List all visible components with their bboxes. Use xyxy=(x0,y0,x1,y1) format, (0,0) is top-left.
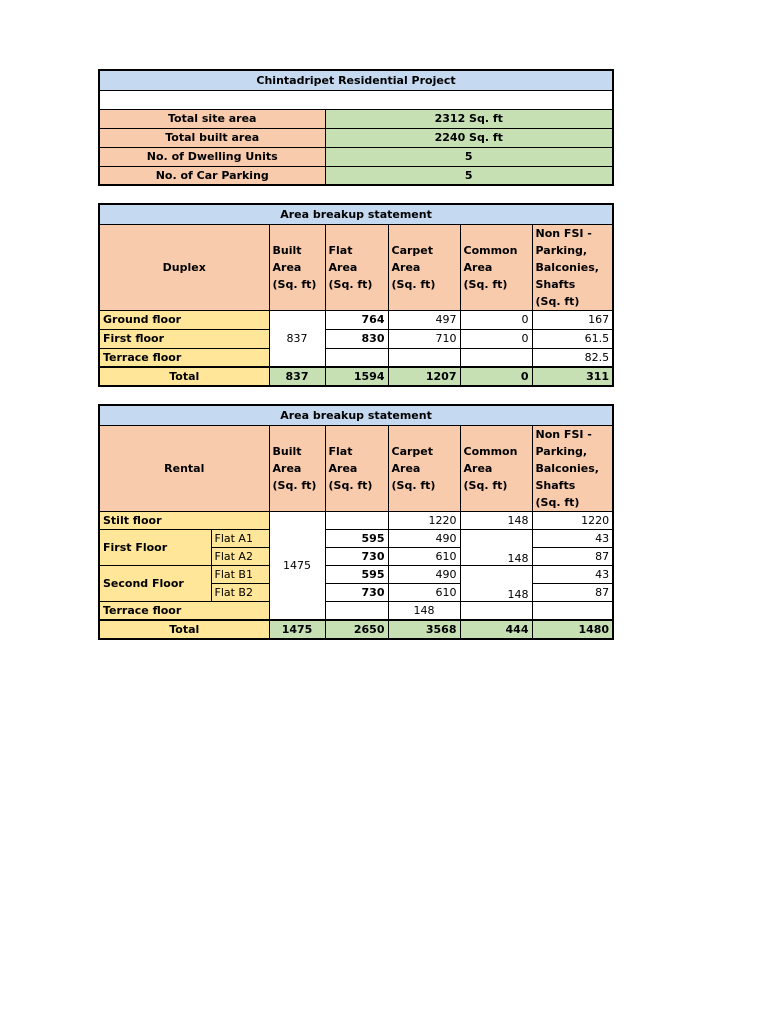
non-fsi-cell: 1220 xyxy=(532,511,613,529)
flat-area-cell: 595 xyxy=(325,529,388,547)
floor-label: Second Floor xyxy=(99,565,211,601)
built-area-merged: 837 xyxy=(269,310,325,367)
non-fsi-cell: 82.5 xyxy=(532,348,613,367)
summary-row xyxy=(99,128,613,147)
floor-label: Terrace floor xyxy=(99,348,269,367)
summary-value: 2312 Sq. ft xyxy=(325,109,613,128)
summary-value: 5 xyxy=(325,147,613,166)
header-built-area: Built Area (Sq. ft) xyxy=(269,224,325,310)
carpet-area-cell: 490 xyxy=(388,565,460,583)
summary-row xyxy=(99,109,613,128)
total-row xyxy=(99,367,613,386)
table-row xyxy=(99,310,613,329)
rental-category: Rental xyxy=(99,425,269,511)
table-row xyxy=(99,529,613,547)
project-title: Chintadripet Residential Project xyxy=(99,70,613,90)
table-row xyxy=(99,329,613,348)
non-fsi-cell: 167 xyxy=(532,310,613,329)
flat-name: Flat B1 xyxy=(211,565,269,583)
common-area-cell xyxy=(460,601,532,620)
summary-label: No. of Car Parking xyxy=(99,166,325,185)
total-row xyxy=(99,620,613,639)
duplex-category: Duplex xyxy=(99,224,269,310)
total-carpet: 1207 xyxy=(388,367,460,386)
header-flat-area: Flat Area (Sq. ft) xyxy=(325,224,388,310)
floor-label: Terrace floor xyxy=(99,601,269,620)
floor-label: First floor xyxy=(99,329,269,348)
carpet-area-cell: 148 xyxy=(388,601,460,620)
summary-value: 5 xyxy=(325,166,613,185)
summary-label: No. of Dwelling Units xyxy=(99,147,325,166)
table-row xyxy=(99,348,613,367)
header-non-fsi: Non FSI - Parking, Balconies, Shafts (Sq. ft) xyxy=(532,425,613,511)
common-area-cell: 148 xyxy=(460,565,532,601)
header-built-area: Built Area (Sq. ft) xyxy=(269,425,325,511)
non-fsi-cell: 87 xyxy=(532,583,613,601)
duplex-breakup-table xyxy=(98,203,614,387)
floor-label: Ground floor xyxy=(99,310,269,329)
flat-area-cell: 595 xyxy=(325,565,388,583)
carpet-area-cell: 1220 xyxy=(388,511,460,529)
carpet-area-cell: 490 xyxy=(388,529,460,547)
common-area-cell: 0 xyxy=(460,329,532,348)
header-flat-area: Flat Area (Sq. ft) xyxy=(325,425,388,511)
table-row xyxy=(99,511,613,529)
summary-row xyxy=(99,166,613,185)
common-area-cell: 0 xyxy=(460,310,532,329)
floor-label: First Floor xyxy=(99,529,211,565)
header-non-fsi: Non FSI - Parking, Balconies, Shafts (Sq. ft) xyxy=(532,224,613,310)
carpet-area-cell: 610 xyxy=(388,547,460,565)
flat-name: Flat B2 xyxy=(211,583,269,601)
blank-row xyxy=(99,90,613,109)
total-common: 0 xyxy=(460,367,532,386)
summary-label: Total built area xyxy=(99,128,325,147)
carpet-area-cell: 497 xyxy=(388,310,460,329)
total-flat: 2650 xyxy=(325,620,388,639)
total-built: 1475 xyxy=(269,620,325,639)
total-carpet: 3568 xyxy=(388,620,460,639)
flat-name: Flat A2 xyxy=(211,547,269,565)
non-fsi-cell: 87 xyxy=(532,547,613,565)
header-common-area: Common Area (Sq. ft) xyxy=(460,224,532,310)
flat-area-cell xyxy=(325,601,388,620)
flat-area-cell: 830 xyxy=(325,329,388,348)
flat-area-cell: 730 xyxy=(325,547,388,565)
non-fsi-cell: 43 xyxy=(532,565,613,583)
flat-area-cell xyxy=(325,511,388,529)
total-common: 444 xyxy=(460,620,532,639)
flat-area-cell: 764 xyxy=(325,310,388,329)
flat-name: Flat A1 xyxy=(211,529,269,547)
rental-breakup-table xyxy=(98,404,614,640)
flat-area-cell xyxy=(325,348,388,367)
carpet-area-cell: 710 xyxy=(388,329,460,348)
project-summary-table xyxy=(98,69,614,186)
carpet-area-cell: 610 xyxy=(388,583,460,601)
total-label: Total xyxy=(99,367,269,386)
carpet-area-cell xyxy=(388,348,460,367)
total-flat: 1594 xyxy=(325,367,388,386)
total-built: 837 xyxy=(269,367,325,386)
floor-label: Stilt floor xyxy=(99,511,269,529)
total-label: Total xyxy=(99,620,269,639)
non-fsi-cell: 61.5 xyxy=(532,329,613,348)
header-carpet-area: Carpet Area (Sq. ft) xyxy=(388,224,460,310)
summary-row xyxy=(99,147,613,166)
table-row xyxy=(99,601,613,620)
summary-value: 2240 Sq. ft xyxy=(325,128,613,147)
total-non-fsi: 1480 xyxy=(532,620,613,639)
common-area-cell: 148 xyxy=(460,511,532,529)
non-fsi-cell: 43 xyxy=(532,529,613,547)
common-area-cell: 148 xyxy=(460,529,532,565)
common-area-cell xyxy=(460,348,532,367)
duplex-title: Area breakup statement xyxy=(99,204,613,224)
header-common-area: Common Area (Sq. ft) xyxy=(460,425,532,511)
built-area-merged: 1475 xyxy=(269,511,325,620)
rental-title: Area breakup statement xyxy=(99,405,613,425)
table-row xyxy=(99,565,613,583)
flat-area-cell: 730 xyxy=(325,583,388,601)
total-non-fsi: 311 xyxy=(532,367,613,386)
non-fsi-cell xyxy=(532,601,613,620)
document xyxy=(98,69,612,640)
header-carpet-area: Carpet Area (Sq. ft) xyxy=(388,425,460,511)
summary-label: Total site area xyxy=(99,109,325,128)
